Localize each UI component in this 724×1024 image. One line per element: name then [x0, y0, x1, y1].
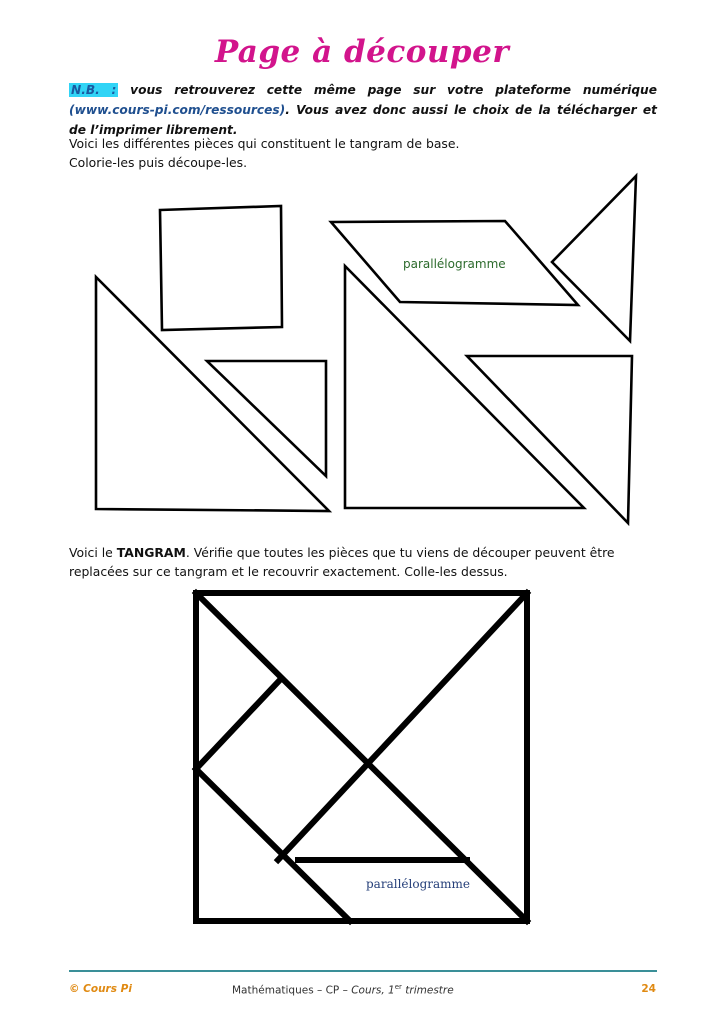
footer-course-prefix: Mathématiques – CP – — [232, 984, 352, 997]
piece-parallelogram-label: parallélogramme — [403, 257, 506, 271]
intro-line-1: Voici les différentes pièces qui constituent le tangram de base. — [69, 136, 460, 151]
footer-course-sup: er — [394, 983, 402, 991]
instr-strong: TANGRAM — [116, 545, 186, 560]
footer-divider — [69, 970, 657, 972]
page-title: Page à découper — [214, 34, 510, 70]
footer-course-italic: Cours, 1 — [351, 984, 395, 997]
nb-text-before: vous retrouverez cette même page sur votre plateforme numérique — [118, 83, 658, 97]
piece-small-triangle-right — [552, 176, 636, 341]
tangram-parallelogram-label: parallélogramme — [366, 877, 470, 891]
intro-line-2: Colorie-les puis découpe-les. — [69, 155, 248, 170]
footer-course — [232, 983, 454, 997]
nb-label: N.B. : — [71, 83, 117, 97]
piece-square — [160, 206, 282, 330]
instr-after: . Vérifie que toutes les pièces que tu viens de découper peuvent être replacées sur ce tangram et le recouvrir exactement. Colle-les dessus. — [69, 545, 615, 579]
tangram-instructions — [69, 543, 659, 581]
nb-text-after: . Vous avez donc aussi le choix de la télécharger et de l’imprimer librement. — [69, 103, 657, 137]
footer-page-number: 24 — [641, 983, 656, 995]
instr-before: Voici le — [69, 545, 117, 560]
footer-copyright: © Cours Pi — [69, 983, 132, 995]
resources-link[interactable]: (www.cours-pi.com/ressources) — [69, 103, 286, 117]
tangram-outline — [196, 593, 527, 921]
footer-course-suffix: trimestre — [401, 984, 454, 997]
